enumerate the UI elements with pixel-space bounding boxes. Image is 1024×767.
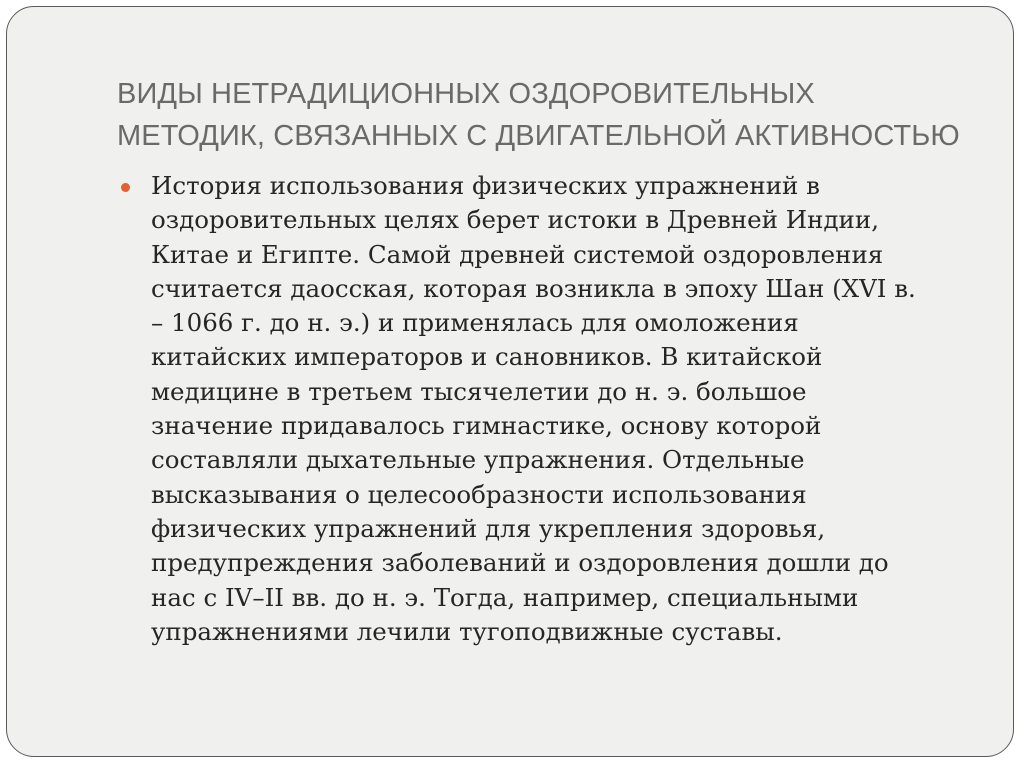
bullet-text-line: значение придавалось гимнастике, основу которой: [151, 411, 822, 441]
bullet-text-line: считается даосская, которая возникла в эпоху Шан (XVI в.: [151, 273, 916, 303]
bullet-text-line: – 1066 г. до н. э.) и применялась для омоложения: [151, 308, 799, 338]
bullet-list: [117, 169, 997, 649]
bullet-text-line: Китае и Египте. Самой древней системой оздоровления: [151, 239, 884, 269]
bullet-item: [117, 169, 997, 649]
bullet-text-line: высказывания о целесообразности использования: [151, 479, 807, 509]
bullet-text-line: нас с IV–II вв. до н. э. Тогда, например, специальными: [151, 582, 859, 612]
bullet-text-line: физических упражнений для укрепления здоровья,: [151, 513, 826, 543]
slide-title-line: МЕТОДИК, СВЯЗАННЫХ С ДВИГАТЕЛЬНОЙ АКТИВНОСТЬЮ: [117, 120, 960, 152]
bullet-dot-icon: [121, 183, 130, 192]
bullet-text-line: История использования физических упражнений в: [151, 171, 820, 200]
slide-title: [117, 73, 977, 157]
bullet-text-line: предупреждения заболеваний и оздоровления дошли до: [151, 548, 889, 578]
slide-frame: [6, 6, 1014, 757]
slide-title-line: ВИДЫ НЕТРАДИЦИОННЫХ ОЗДОРОВИТЕЛЬНЫХ: [117, 78, 815, 110]
bullet-text-line: оздоровительных целях берет истоки в Древней Индии,: [151, 205, 879, 235]
bullet-text: [151, 169, 997, 649]
bullet-text-line: упражнениями лечили тугоподвижные суставы.: [151, 616, 783, 646]
bullet-text-line: составляли дыхательные упражнения. Отдельные: [151, 445, 805, 475]
bullet-text-line: китайских императоров и сановников. В китайской: [151, 342, 823, 372]
bullet-text-line: медицине в третьем тысячелетии до н. э. большое: [151, 376, 807, 406]
